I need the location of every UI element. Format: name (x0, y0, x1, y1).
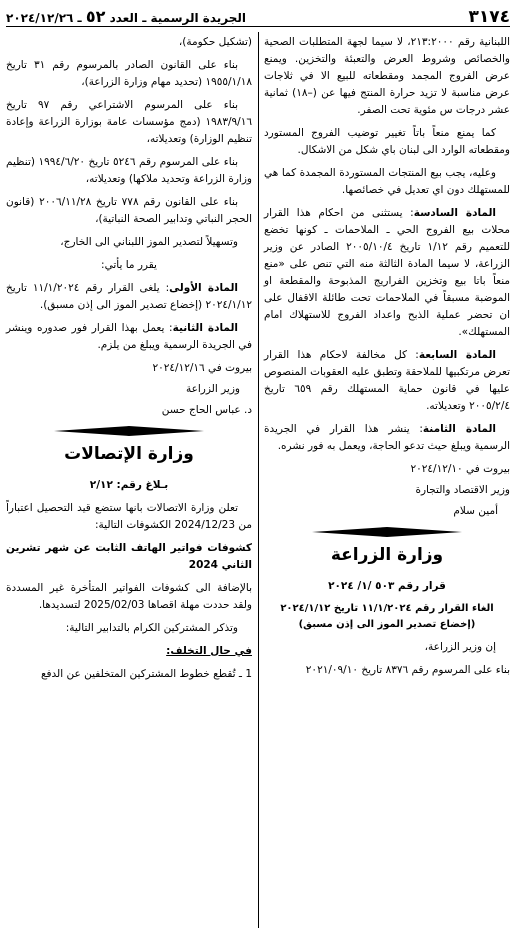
paragraph: بناء على المرسوم رقم ٨٣٧٦ تاريخ ٢٠٢١/٠٩/١٠ (305, 663, 510, 676)
article-1 (6, 280, 252, 314)
article-text: : يعمل بهذا القرار فور صدوره وينشر في الجريدة الرسمية ويبلغ من يلزم. (6, 322, 252, 351)
signature-place: بيروت في ٢٠٢٤/١٢/١٠ (410, 463, 510, 475)
article-6 (264, 205, 510, 341)
article-text: : يستثنى من احكام هذا القرار محلات بيع الفروج الحي ـ الملاحمات ـ كونها تخضع للتعميم رقم ١/١٢ تاريخ ٢٠٠٥/١٠/٤ الصادر عن وزير الزراعة، لا سيما المادة الثالثة منه التي تنص على «منع منعاً باتا بيع وتخزين الفراريج المذبوحة والمقطعة او الموضبة مسبقاً في الملاحمات تحت طائلة الاقفال على ان تحضر عملية الذبح واعداد الفروج للاستهلاك امام المستهلك». (264, 207, 511, 338)
article-title: المادة الثانية (172, 322, 238, 334)
paragraph: إن وزير الزراعة، (424, 640, 496, 653)
paragraph: (تشكيل حكومة)، (178, 36, 252, 48)
article-title: المادة الأولى (169, 282, 239, 294)
paragraph: وتسهيلاً لتصدير الموز اللبناني الى الخارج، (60, 236, 238, 248)
section-separator (6, 425, 252, 437)
page-number: ٣١٧٤ (468, 7, 510, 27)
decides-line: يقرر ما يأتي: (101, 259, 157, 271)
signature-name: د. عباس الحاج حسن (161, 404, 252, 416)
article-text: : كل مخالفة لاحكام هذا القرار تعرض مرتكبيها للملاحقة وتطبق عليه العقوبات المنصوص عليها في قانون حماية المستهلك رقم ٦٥٩ تاريخ ٢٠٠٥/٢/٤ وتعديلاته. (264, 349, 510, 412)
subheading: في حال التخلف: (166, 644, 252, 657)
dash: ـ (77, 10, 82, 25)
left-column (6, 34, 252, 689)
article-title: المادة الثامنة (422, 423, 496, 435)
decision-subject: الغاء القرار رقم ١١/١/٢٠٢٤ تاريخ ٢٠٢٤/١/١٢ (280, 602, 494, 614)
issue-number: ٥٢ (85, 6, 106, 26)
ministry-heading: وزارة الإتصالات (64, 444, 194, 464)
paragraph: وعليه، يجب بيع المنتجات المستوردة المجمدة كما هي للمستهلك دون اي تعديل في خصائصها. (264, 167, 510, 196)
paragraph: كشوفات فواتير الهاتف الثابت عن شهر تشرين الثاني 2024 (6, 541, 252, 571)
signature-title: وزير الاقتصاد والتجارة (415, 484, 510, 496)
ministry-heading: وزارة الزراعة (330, 545, 444, 565)
paragraph: بناء على القانون رقم ٧٧٨ تاريخ ٢٠٠٦/١١/٢٨ (قانون الحجر النباتي وتدابير الصحة النباتية)، (6, 196, 252, 225)
paragraph: وتذكر المشتركين الكرام بالتدابير التالية: (65, 621, 238, 634)
decision-number: قرار رقم ٥٠٣ /١/ ٢٠٢٤ (328, 579, 446, 592)
decision-subject-detail: (إخضاع تصدير الموز الى إذن مسبق) (298, 618, 476, 630)
paragraph: اللبنانية رقم ٢١٣:٢٠٠٠، لا سيما لجهة المتطلبات الصحية والخصائص وشروط العرض والتعبئة والتخزين. ويمنع عرض الفروج المجمد ومقطعاته للبيع الا في ثلاجات عرض مناسبة لا تزيد حرارة المنتج فيها عن (–١٨) ثمانية عشر درجات س مئوية تحت الصفر. (264, 36, 510, 116)
article-8 (264, 421, 510, 455)
signature-title: وزير الزراعة (186, 383, 240, 395)
column-divider (258, 32, 259, 928)
paragraph: بالإضافة الى كشوفات الفواتير المتأخرة غير المسددة ولقد حددت مهلة اقصاها 2025/02/03 لتسديدها. (6, 581, 252, 611)
article-title: المادة السابعة (418, 349, 496, 361)
issue-date: ٢٠٢٤/١٢/٢٦ (6, 10, 74, 25)
paragraph: بناء على المرسوم رقم ٥٢٤٦ تاريخ ١٩٩٤/٦/٢٠ (تنظيم وزارة الزراعة وتحديد ملاكها) وتعديلاته، (6, 156, 252, 185)
paragraph: بناء على المرسوم الاشتراعي رقم ٩٧ تاريخ ١٩٨٣/٩/١٦ (دمج مؤسسات عامة بوزارة الزراعة وإعادة تنظيم الوزارة) وتعديلاته، (6, 99, 252, 145)
article-text: : يلغى القرار رقم ١١/١/٢٠٢٤ تاريخ ٢٠٢٤/١/١٢ (إخضاع تصدير الموز الى إذن مسبق). (6, 282, 252, 311)
article-2 (6, 320, 252, 354)
notice-number: بـلاغ رقم: ٢/١٢ (89, 478, 169, 491)
signature-place: بيروت في ٢٠٢٤/١٢/١٦ (152, 362, 252, 374)
section-separator (264, 526, 510, 538)
article-7 (264, 347, 510, 415)
article-title: المادة السادسة (413, 207, 496, 219)
gazette-name: الجريدة الرسمية ـ العدد (109, 10, 247, 25)
paragraph: 1 ـ تُقطع خطوط المشتركين المتخلفين عن الدفع (40, 667, 252, 680)
paragraph: تعلن وزارة الاتصالات بانها ستضع قيد التحصيل اعتباراً من 2024/12/23 الكشوفات التالية: (6, 501, 252, 531)
signature-name: أمين سلام (453, 505, 498, 517)
article-text: : ينشر هذا القرار في الجريدة الرسمية ويبلغ حيث تدعو الحاجة، ويعمل به فور نشره. (264, 423, 510, 452)
gazette-title (6, 7, 246, 26)
paragraph: بناء على القانون الصادر بالمرسوم رقم ٣١ تاريخ ١٩٥٥/١/١٨ (تحديد مهام وزارة الزراعة)، (6, 59, 252, 88)
paragraph: كما يمنع منعاً باتاً تغيير توضيب الفروج المستورد ومقطعاته الوارد الى لبنان باي شكل من الاشكال. (264, 127, 510, 156)
page-header (6, 4, 510, 27)
right-column (264, 34, 510, 685)
